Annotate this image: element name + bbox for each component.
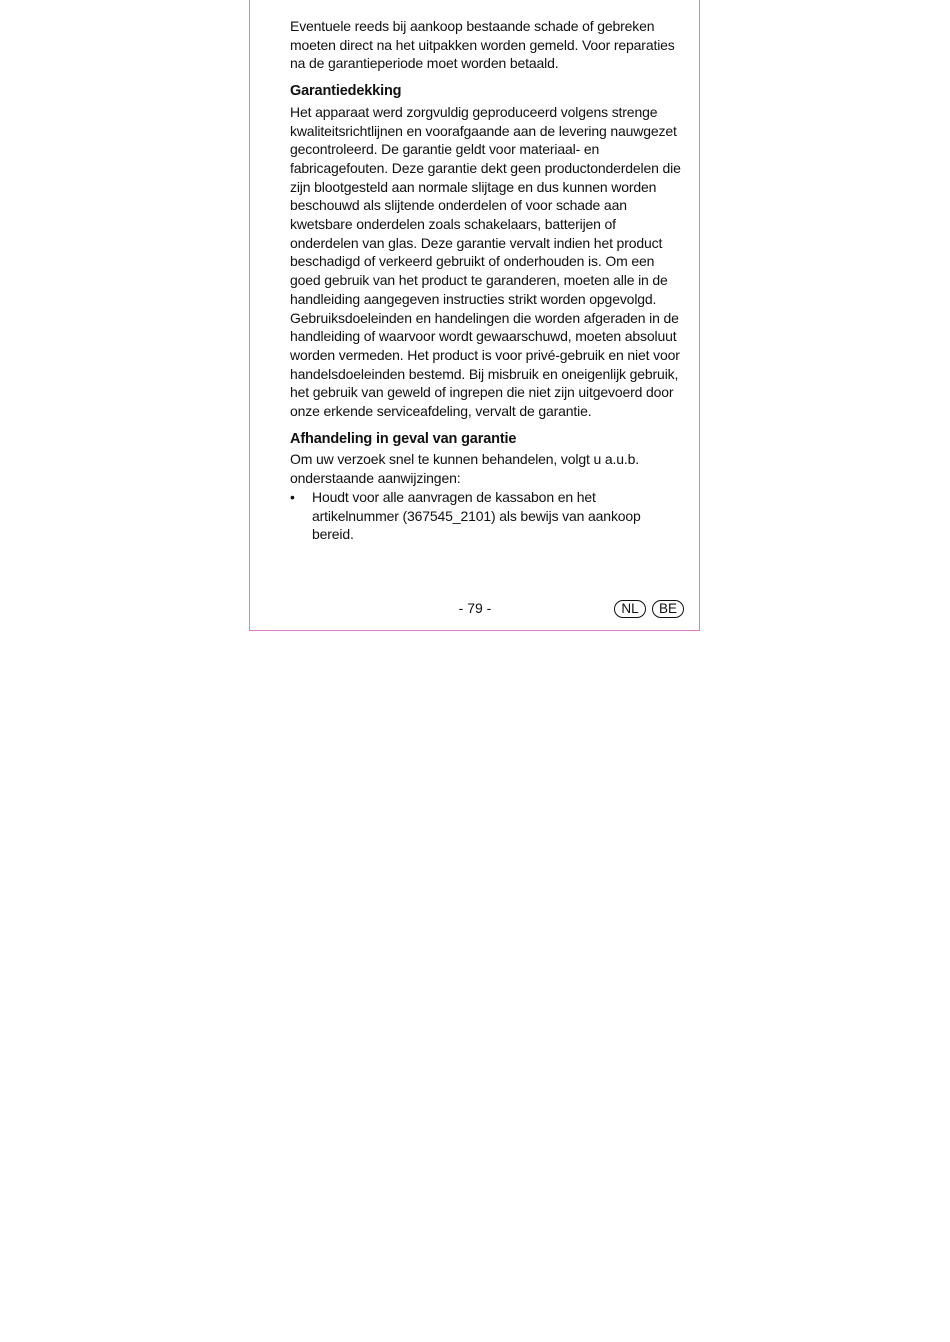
page-footer — [290, 599, 686, 621]
language-badges — [614, 600, 684, 618]
language-badge-nl: NL — [614, 600, 646, 618]
coverage-heading: Garantiedekking — [290, 83, 402, 100]
handling-bullet-list — [290, 488, 686, 544]
language-badge-be: BE — [652, 600, 684, 618]
page-content — [290, 17, 686, 544]
handling-heading: Afhandeling in geval van garantie — [290, 430, 517, 447]
coverage-paragraph: Het apparaat werd zorgvuldig geproduceerd volgens strenge kwaliteitsrichtlijnen en voorafgaande aan de levering nauwgezet gecontroleerd. De garantie geldt voor materiaal- en fabricagefouten. Deze garantie dekt geen productonderdelen die zijn blootgesteld aan normale slijtage en dus kunnen worden beschouwd als slijtende onderdelen of voor schade aan kwetsbare onderdelen zoals schakelaars, batterijen of onderdelen van glas. Deze garantie vervalt indien het product beschadigd of verkeerd gebruikt of onderhouden is. Om een goed gebruik van het product te garanderen, moeten alle in de handleiding aangegeven instructies strikt worden opgevolgd. Gebruiksdoeleinden en handelingen die worden afgeraden in de handleiding of waarvoor wordt gewaarschuwd, moeten absoluut worden vermeden. Het product is voor privé-gebruik en niet voor handelsdoeleinden bestemd. Bij misbruik en oneigenlijk gebruik, het gebruik van geweld of ingrepen die niet zijn uitgevoerd door onze erkende serviceafdeling, vervalt de garantie. — [290, 103, 681, 420]
list-item-text: Houdt voor alle aanvragen de kassabon en het artikelnummer (367545_2101) als bewijs van aankoop bereid. — [312, 488, 641, 543]
handling-paragraph: Om uw verzoek snel te kunnen behandelen, volgt u a.u.b. onderstaande aanwijzingen: — [290, 451, 639, 487]
list-item — [290, 488, 686, 544]
bullet-icon: • — [290, 488, 295, 505]
page-number: - 79 - — [458, 600, 492, 616]
intro-paragraph: Eventuele reeds bij aankoop bestaande schade of gebreken moeten direct na het uitpakken worden gemeld. Voor reparaties na de garantieperiode moet worden betaald. — [290, 18, 675, 72]
